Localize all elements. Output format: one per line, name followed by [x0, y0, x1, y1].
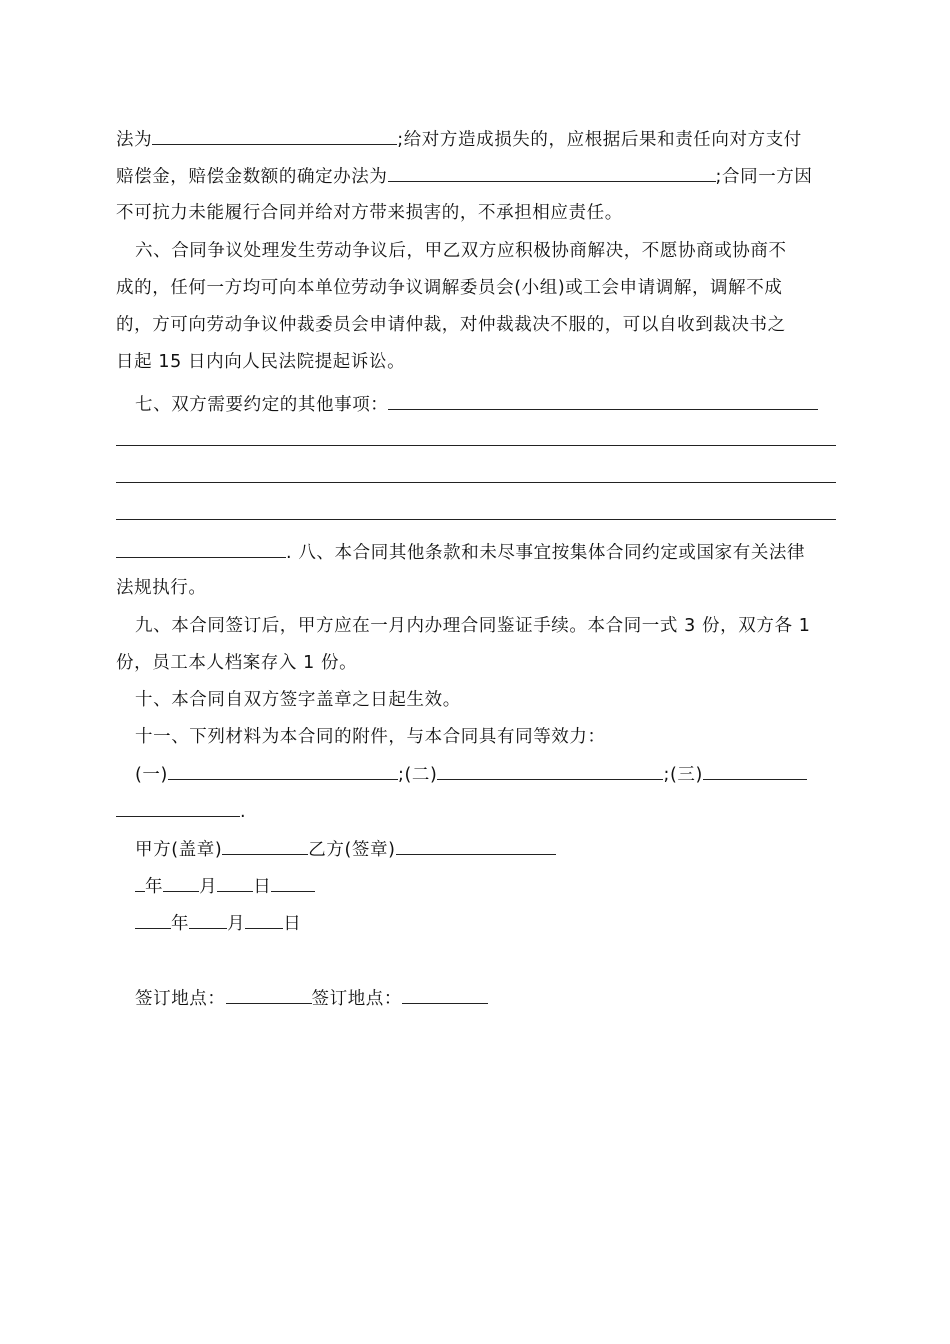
month-label: 月	[227, 914, 246, 934]
clause5-text: 赔偿金，赔偿金数额的确定办法为	[116, 167, 388, 187]
damages-amount-method-blank[interactable]	[388, 163, 716, 182]
place-label-b: 签订地点：	[311, 989, 402, 1009]
day-label: 日	[253, 877, 272, 897]
month-blank-b[interactable]	[189, 910, 227, 929]
clause10-line: 十、本合同自双方签字盖章之日起生效。	[135, 690, 461, 710]
attachment-1-label: (一)	[135, 765, 168, 785]
year-label: 年	[145, 877, 164, 897]
month-blank-a[interactable]	[163, 873, 199, 892]
attachment-3-label: (三)	[669, 765, 703, 785]
clause8-line2: 法规执行。	[116, 578, 207, 598]
other-matters-line-3[interactable]	[116, 482, 836, 483]
other-matters-blank[interactable]	[388, 391, 818, 410]
clause5-text: ;给对方造成损失的，应根据后果和责任向对方支付	[397, 130, 802, 150]
attachments-line	[135, 761, 836, 788]
party-a-label: 甲方(盖章)	[135, 840, 223, 860]
date-line-a	[135, 873, 836, 900]
separator: ;	[663, 765, 670, 785]
year-blank-a[interactable]	[135, 873, 145, 892]
clause5-line1	[116, 126, 836, 153]
other-matters-line-4[interactable]	[116, 519, 836, 520]
day-blank-a[interactable]	[217, 873, 253, 892]
party-a-seal-blank[interactable]	[222, 836, 308, 855]
clause8-text: . 八、本合同其他条款和未尽事宜按集体合同约定或国家有关法律	[286, 543, 806, 563]
clause5-text: ;合同一方因	[715, 167, 813, 187]
place-blank-b[interactable]	[402, 985, 488, 1004]
clause7-label: 七、双方需要约定的其他事项：	[135, 395, 389, 415]
attachment-1-blank[interactable]	[168, 761, 398, 780]
place-label-a: 签订地点：	[135, 989, 226, 1009]
attachment-2-label: (二)	[404, 765, 438, 785]
clause6-line3: 的，方可向劳动争议仲裁委员会申请仲裁，对仲裁裁决不服的，可以自收到裁决书之	[116, 315, 786, 335]
date-line-b	[135, 910, 836, 937]
year-blank-b[interactable]	[135, 910, 171, 929]
party-b-sign-blank[interactable]	[396, 836, 556, 855]
signing-place-line	[135, 985, 836, 1012]
clause6-line2: 成的，任何一方均可向本单位劳动争议调解委员会(小组)或工会申请调解，调解不成	[116, 278, 783, 298]
clause11-line: 十一、下列材料为本合同的附件，与本合同具有同等效力：	[135, 727, 606, 747]
period: .	[240, 802, 247, 822]
clause5-line3: 不可抗力未能履行合同并给对方带来损害的，不承担相应责任。	[116, 203, 623, 223]
separator: ;	[397, 765, 405, 785]
attachment-3-blank-cont[interactable]	[116, 798, 240, 817]
clause6-line1: 六、合同争议处理发生劳动争议后，甲乙双方应积极协商解决，不愿协商或协商不	[135, 241, 787, 261]
trailing-blank-a[interactable]	[271, 873, 315, 892]
day-blank-b[interactable]	[245, 910, 283, 929]
signature-line	[135, 836, 836, 863]
day-label: 日	[283, 914, 302, 934]
place-blank-a[interactable]	[226, 985, 312, 1004]
clause9-line1: 九、本合同签订后，甲方应在一月内办理合同鉴证手续。本合同一式 3 份，双方各 1	[135, 616, 811, 636]
year-label: 年	[171, 914, 190, 934]
attachment-3-blank[interactable]	[703, 761, 807, 780]
compensation-method-blank[interactable]	[152, 126, 397, 145]
clause5-line2	[116, 163, 836, 190]
clause6-line4: 日起 15 日内向人民法院提起诉讼。	[116, 352, 406, 372]
clause5-text: 法为	[116, 130, 153, 150]
attachment-2-blank[interactable]	[437, 761, 663, 780]
clause7-line	[135, 391, 836, 418]
party-b-label: 乙方(签章)	[308, 840, 396, 860]
clause8-line1	[116, 539, 836, 566]
other-matters-line-2[interactable]	[116, 445, 836, 446]
clause9-line2: 份，员工本人档案存入 1 份。	[116, 653, 358, 673]
attachments-line-2	[116, 798, 836, 825]
other-matters-blank-end[interactable]	[116, 539, 286, 558]
month-label: 月	[199, 877, 218, 897]
